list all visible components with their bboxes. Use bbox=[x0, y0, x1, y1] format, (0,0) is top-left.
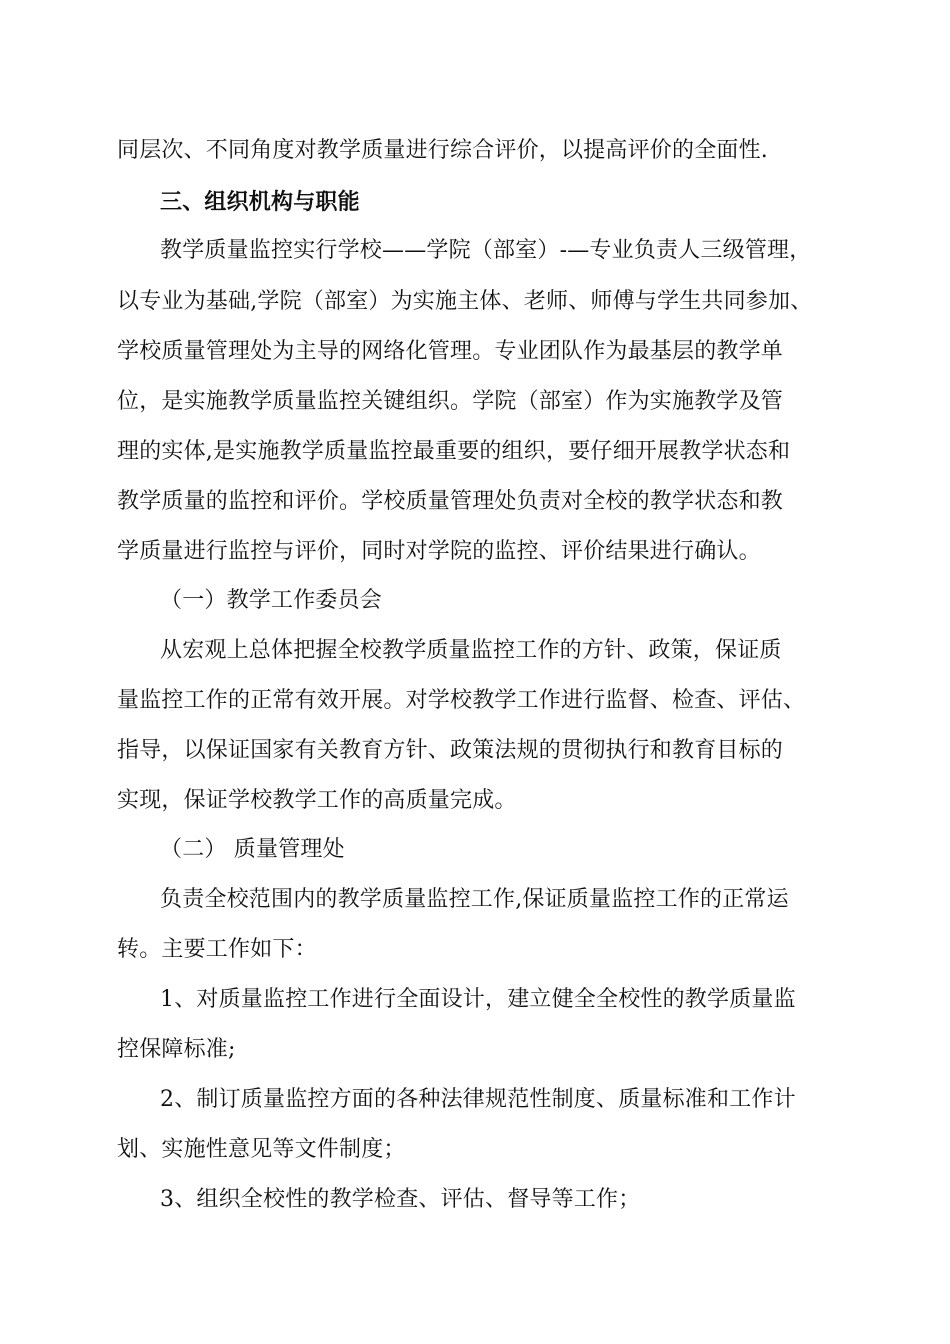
list-item-text: 2、制订质量监控方面的各种法律规范性制度、质量标准和工作计 bbox=[160, 1087, 796, 1112]
subsection-heading: （一）教学工作委员会 bbox=[160, 588, 383, 613]
body-text-line: 教学质量监控实行学校——学院（部室）-—专业负责人三级管理， bbox=[160, 238, 812, 263]
body-text-line: 控保障标准; bbox=[117, 1037, 236, 1062]
body-text-line: 学质量进行监控与评价，同时对学院的监控、评价结果进行确认。 bbox=[117, 539, 761, 564]
body-text-line: 位，是实施教学质量监控关键组织。学院（部室）作为实施教学及管 bbox=[117, 389, 784, 414]
list-item-text: 1、对质量监控工作进行全面设计，建立健全全校性的教学质量监 bbox=[160, 987, 796, 1012]
body-text-line: 指导，以保证国家有关教育方针、政策法规的贯彻执行和教育目标的 bbox=[117, 738, 784, 763]
body-text-line: 划、实施性意见等文件制度； bbox=[117, 1137, 406, 1162]
body-text-line: 从宏观上总体把握全校教学质量监控工作的方针、政策，保证质 bbox=[160, 638, 782, 663]
list-item-text: 3、组织全校性的教学检查、评估、督导等工作； bbox=[160, 1187, 641, 1212]
body-text-line: 负责全校范围内的教学质量监控工作,保证质量监控工作的正常运 bbox=[160, 887, 789, 912]
body-text-line: 理的实体,是实施教学质量监控最重要的组织，要仔细开展教学状态和 bbox=[117, 439, 791, 464]
body-text-line: 实现，保证学校教学工作的高质量完成。 bbox=[117, 788, 517, 813]
body-text-line: 量监控工作的正常有效开展。对学校教学工作进行监督、检查、评估、 bbox=[117, 688, 806, 713]
body-text-line: 以专业为基础,学院（部室）为实施主体、老师、师傅与学生共同参加、 bbox=[117, 289, 813, 314]
body-text-line: 转。主要工作如下： bbox=[117, 937, 317, 962]
body-text-line: 同层次、不同角度对教学质量进行综合评价，以提高评价的全面性. bbox=[117, 138, 768, 163]
body-text-line: 教学质量的监控和评价。学校质量管理处负责对全校的教学状态和教 bbox=[117, 489, 784, 514]
body-text-line: 学校质量管理处为主导的网络化管理。专业团队作为最基层的教学单 bbox=[117, 339, 784, 364]
subsection-heading: （二） 质量管理处 bbox=[160, 837, 345, 862]
section-heading: 三、组织机构与职能 bbox=[160, 189, 360, 215]
